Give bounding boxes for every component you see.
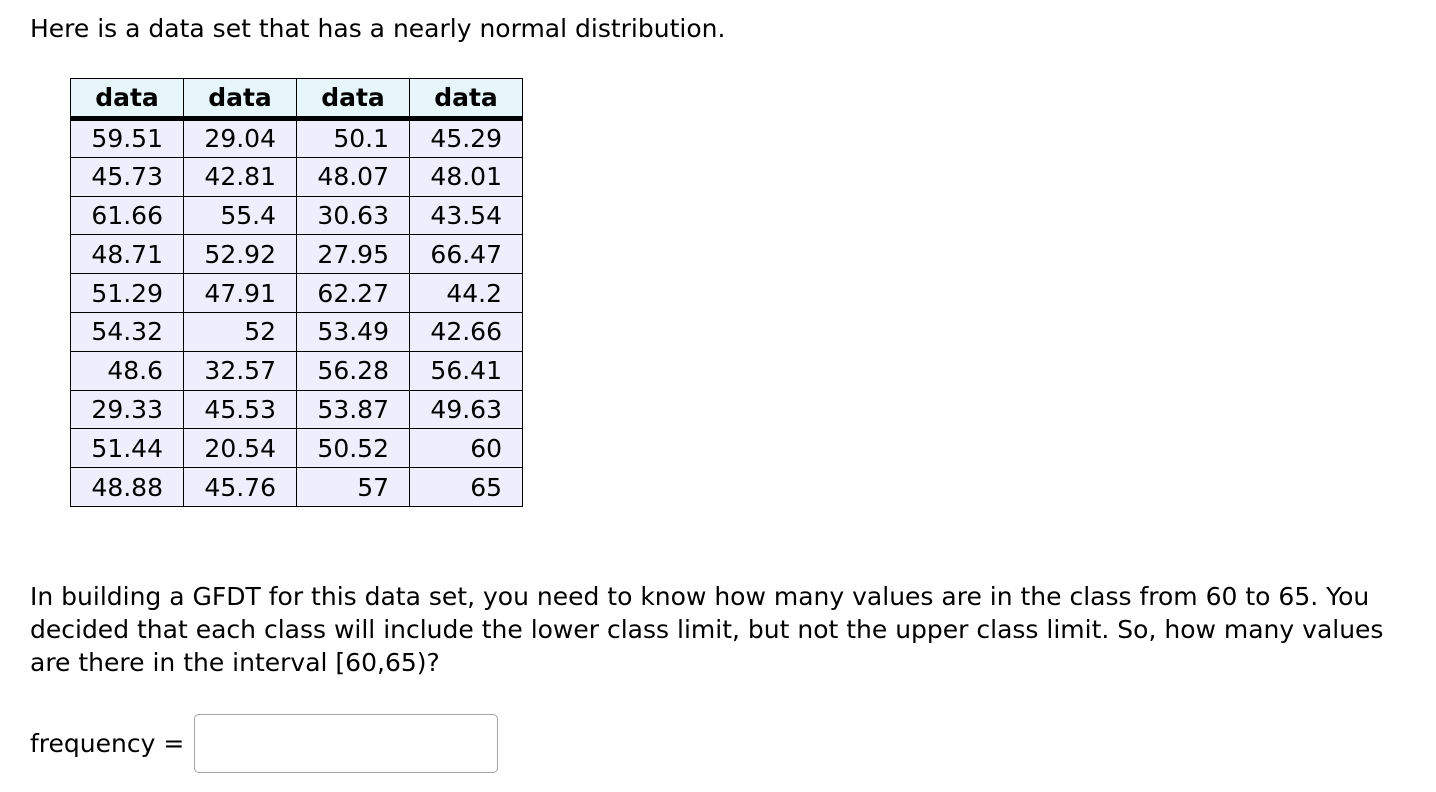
table-cell: 52 [184, 312, 297, 351]
table-row [71, 235, 523, 274]
table-cell: 48.88 [71, 468, 184, 507]
table-cell: 27.95 [297, 235, 410, 274]
table-cell: 48.71 [71, 235, 184, 274]
table-row [71, 196, 523, 235]
table-cell: 45.29 [410, 119, 523, 158]
table-cell: 53.49 [297, 312, 410, 351]
table-cell: 59.51 [71, 119, 184, 158]
table-cell: 65 [410, 468, 523, 507]
table-cell: 62.27 [297, 274, 410, 313]
column-header: data [410, 79, 523, 119]
table-cell: 29.04 [184, 119, 297, 158]
table-cell: 52.92 [184, 235, 297, 274]
table-cell: 50.1 [297, 119, 410, 158]
answer-row [30, 713, 498, 773]
table-cell: 50.52 [297, 429, 410, 468]
table-cell: 48.01 [410, 157, 523, 196]
intro-text: Here is a data set that has a nearly normal distribution. [30, 14, 726, 43]
column-header: data [297, 79, 410, 119]
table-cell: 32.57 [184, 351, 297, 390]
table-cell: 48.6 [71, 351, 184, 390]
table-cell: 29.33 [71, 390, 184, 429]
table-cell: 47.91 [184, 274, 297, 313]
table-cell: 56.28 [297, 351, 410, 390]
table-cell: 57 [297, 468, 410, 507]
column-header: data [184, 79, 297, 119]
question-text: In building a GFDT for this data set, you need to know how many values are in the class from 60 to 65. You decided that each class will include the lower class limit, but not the upper class limit. So, how many values are there in the interval [60,65)? [30, 582, 1384, 677]
frequency-input[interactable] [194, 714, 498, 773]
table-cell: 51.44 [71, 429, 184, 468]
table-row [71, 274, 523, 313]
table-cell: 43.54 [410, 196, 523, 235]
table-row [71, 312, 523, 351]
table-cell: 55.4 [184, 196, 297, 235]
table-cell: 20.54 [184, 429, 297, 468]
table-row [71, 157, 523, 196]
table-row [71, 468, 523, 507]
table-cell: 42.81 [184, 157, 297, 196]
data-table [70, 78, 523, 507]
table-row [71, 119, 523, 158]
table-cell: 45.73 [71, 157, 184, 196]
table-cell: 54.32 [71, 312, 184, 351]
table-cell: 53.87 [297, 390, 410, 429]
table-cell: 56.41 [410, 351, 523, 390]
table-cell: 61.66 [71, 196, 184, 235]
table-cell: 49.63 [410, 390, 523, 429]
column-header: data [71, 79, 184, 119]
table-cell: 45.53 [184, 390, 297, 429]
table-cell: 48.07 [297, 157, 410, 196]
table-header-row [71, 79, 523, 119]
table-cell: 42.66 [410, 312, 523, 351]
table-cell: 66.47 [410, 235, 523, 274]
table-cell: 45.76 [184, 468, 297, 507]
frequency-label: frequency = [30, 728, 185, 758]
table-row [71, 429, 523, 468]
table-cell: 30.63 [297, 196, 410, 235]
table-row [71, 351, 523, 390]
table-row [71, 390, 523, 429]
table-cell: 44.2 [410, 274, 523, 313]
table-cell: 60 [410, 429, 523, 468]
table-cell: 51.29 [71, 274, 184, 313]
